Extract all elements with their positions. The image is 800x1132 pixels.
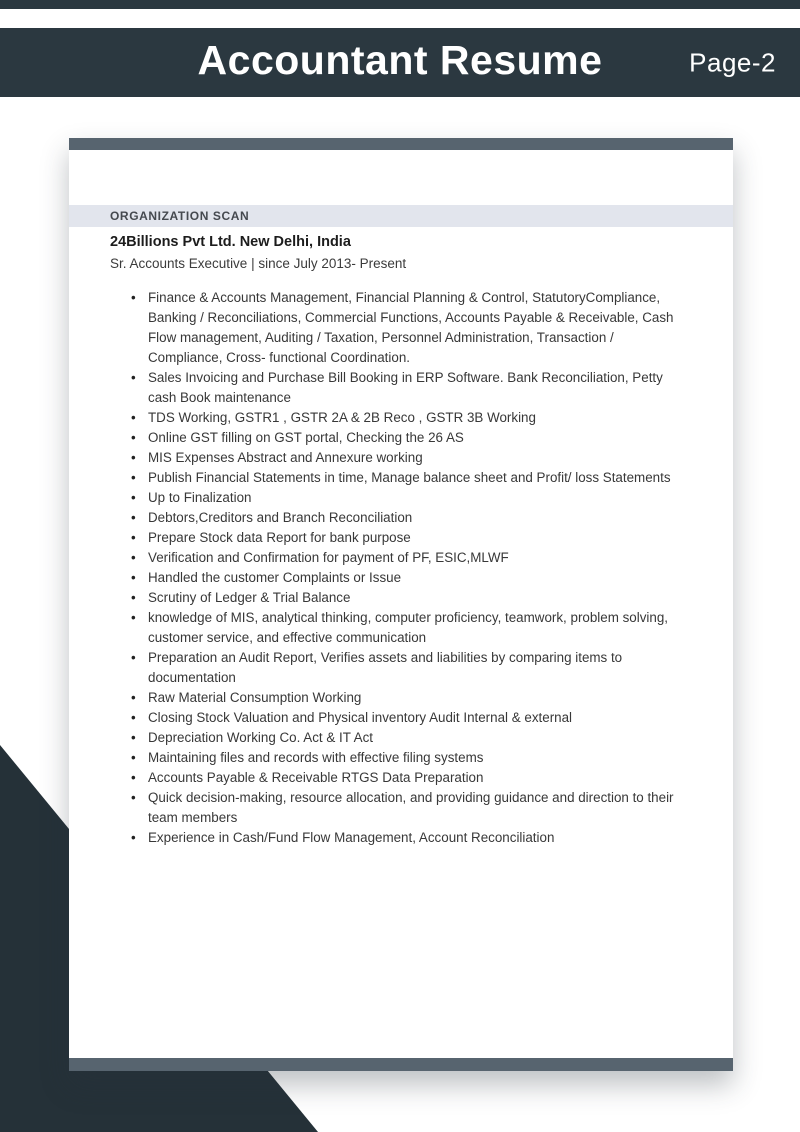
section-header (69, 205, 733, 227)
resume-sheet (69, 138, 733, 1071)
bullet-item: • Depreciation Working Co. Act & IT Act (148, 728, 691, 748)
bullet-item: • Experience in Cash/Fund Flow Management, Account Reconciliation (148, 828, 691, 848)
header-band (0, 28, 800, 97)
top-accent-strip (0, 0, 800, 9)
bullet-item: • Prepare Stock data Report for bank purpose (148, 528, 691, 548)
bullet-item: • Maintaining files and records with effective filing systems (148, 748, 691, 768)
bullet-item: • Online GST filling on GST portal, Checking the 26 AS (148, 428, 691, 448)
bullet-item: • Scrutiny of Ledger & Trial Balance (148, 588, 691, 608)
bullet-item: • knowledge of MIS, analytical thinking, computer proficiency, teamwork, problem solving, customer service, and effective communication (148, 608, 691, 648)
bullet-item: • Raw Material Consumption Working (148, 688, 691, 708)
experience-bullet-list (148, 288, 691, 848)
paper-top-edge (69, 138, 733, 150)
page-title: Accountant Resume (197, 36, 603, 83)
bullet-item: • Publish Financial Statements in time, Manage balance sheet and Profit/ loss Statements (148, 468, 691, 488)
bullet-item: • Quick decision-making, resource allocation, and providing guidance and direction to their team members (148, 788, 691, 828)
bullet-item: • Closing Stock Valuation and Physical inventory Audit Internal & external (148, 708, 691, 728)
section-title: ORGANIZATION SCAN (110, 209, 250, 223)
bullet-item: • Accounts Payable & Receivable RTGS Data Preparation (148, 768, 691, 788)
company-name: 24Billions Pvt Ltd. New Delhi, India (110, 234, 351, 250)
bullet-item: • Finance & Accounts Management, Financial Planning & Control, StatutoryCompliance, Banking / Reconciliations, Commercial Functions, Accounts Payable & Receivable, Cash Flow management, Auditing / Taxation, Personnel Administration, Transaction / Compliance, Cross- functional Coordination. (148, 288, 691, 368)
role-line: Sr. Accounts Executive | since July 2013- Present (110, 256, 407, 271)
page-number-label: Page-2 (689, 47, 776, 77)
bullet-item: • TDS Working, GSTR1 , GSTR 2A & 2B Reco , GSTR 3B Working (148, 408, 691, 428)
bullet-item: • Verification and Confirmation for payment of PF, ESIC,MLWF (148, 548, 691, 568)
bullet-item: • MIS Expenses Abstract and Annexure working (148, 448, 691, 468)
paper-bottom-edge (69, 1058, 733, 1071)
bullet-item: • Debtors,Creditors and Branch Reconciliation (148, 508, 691, 528)
bullet-item: • Sales Invoicing and Purchase Bill Booking in ERP Software. Bank Reconciliation, Petty cash Book maintenance (148, 368, 691, 408)
bullet-item: • Handled the customer Complaints or Issue (148, 568, 691, 588)
bullet-item: • Up to Finalization (148, 488, 691, 508)
bullet-item: • Preparation an Audit Report, Verifies assets and liabilities by comparing items to documentation (148, 648, 691, 688)
